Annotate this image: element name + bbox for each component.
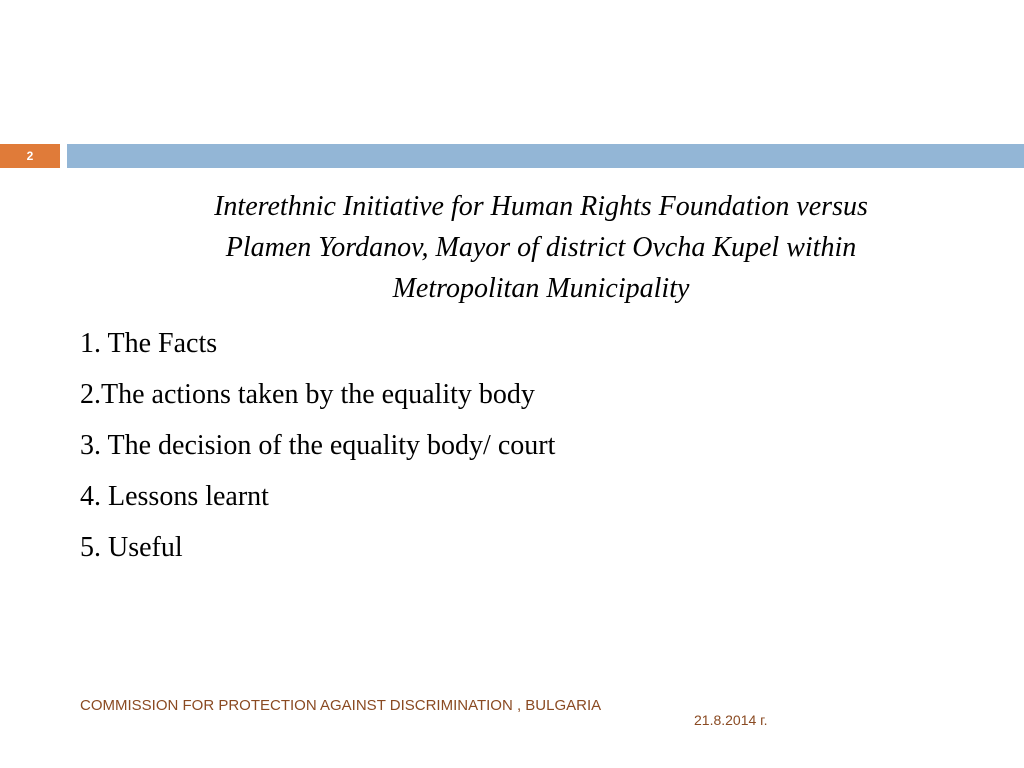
footer-date: 21.8.2014 г. (694, 712, 768, 728)
accent-bar (67, 144, 1024, 168)
title-line: Interethnic Initiative for Human Rights Foundation versus (214, 191, 868, 222)
agenda-item: 3. The decision of the equality body/ court (80, 430, 556, 461)
agenda-item: 5. Useful (80, 532, 183, 563)
slide-title (120, 186, 962, 309)
slide-number-box (0, 144, 60, 168)
title-line: Plamen Yordanov, Mayor of district Ovcha Kupel within (225, 232, 857, 263)
agenda-item: 4. Lessons learnt (80, 481, 269, 512)
agenda-item: 1. The Facts (80, 328, 218, 359)
slide-number: 2 (26, 149, 34, 163)
header-bar (0, 144, 1024, 168)
title-line: Metropolitan Municipality (392, 273, 690, 304)
agenda-item: 2.The actions taken by the equality body (80, 379, 535, 410)
agenda-list (80, 318, 980, 573)
footer-organization: COMMISSION FOR PROTECTION AGAINST DISCRIMINATION , BULGARIA (80, 697, 602, 714)
